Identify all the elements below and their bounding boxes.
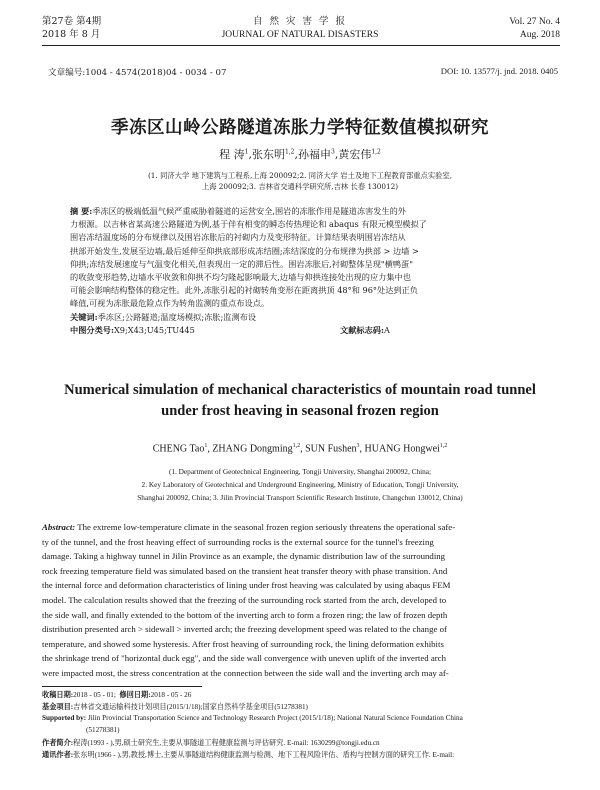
abstract-en-line: temperature, and showed some hysteresis. After frost heaving of surrounding rock, the lining deformation exhibits [42,638,444,649]
keywords-cn: 关键词:季冻区;公路隧道;温度场模拟;冻胀;监测布设 [70,311,257,322]
abstract-cn-line: 峰值,可视为冻胀最危险点作为转角监测的重点布设点。 [70,298,270,309]
header-volume-en: Vol. 27 No. 4 [509,17,560,27]
header-journal-cn: 自 然 灾 害 学 报 [252,16,348,27]
author-cn-3: ,孙福申 [294,148,331,161]
affiliation-cn-line2: 上海 200092;3. 吉林省交通科学研究所,吉林 长春 130012) [201,182,399,191]
author-cn-4: ,黄宏伟 [334,148,372,161]
title-en-line2: under frost heaving in seasonal frozen region [161,403,439,419]
affiliation-en-line3: Shanghai 200092, China; 3. Jilin Provincial Transport Scientific Research Institute, Changchun 130012, China) [137,493,463,502]
abstract-cn-label: 摘 要: [70,206,93,216]
abstract-en-line: the shrinkage trend of "horizontal duck egg", and the side wall convergence with uneven uplift of the inverted arch [42,653,446,664]
title-en-line1: Numerical simulation of mechanical characteristics of mountain road tunnel [64,382,536,398]
header-date-en: Aug. 2018 [519,30,560,40]
abstract-cn-line: 摘 要:季冻区的极端低温气候严重威胁着隧道的运营安全,围岩的冻胀作用是隧道冻害发生的外 [70,206,406,216]
footnote-rule [42,686,202,687]
author-cn-2: ,张东明 [248,148,285,161]
author-intro-label: 作者简介: [42,739,74,748]
affiliation-en-line2: 2. Key Laboratory of Geotechnical and Underground Engineering, Ministry of Education, Tongji University, [141,480,459,489]
authors-en [0,443,600,454]
doc-code: 文献标志码:A [340,324,390,335]
clc-value: X9;X43;U45;TU445 [113,324,195,335]
abstract-cn [70,205,532,337]
corresponding-label: 通讯作者: [42,750,74,759]
footnote-supported: Supported by: Jilin Provincial Transportation Science and Technology Research Project (2015/1/18); National Natural Science Foundation China [42,714,463,723]
abstract-en-line: distribution presented arch > sidewall > inverted arch; the freezing development speed was related to the change of [42,624,447,635]
header-rule [42,45,560,46]
author-cn-1: 程 涛 [219,148,245,161]
fund-label: 基金项目: [42,702,74,711]
abstract-en-line: were impacted most, the stress concentration at the connection between the side wall and the inverting arch may af- [42,667,449,678]
abstract-cn-line: 的收敛变形趋势,边墙水平收敛和仰拱不均匀隆起影响最大,边墙与仰拱连接处出现的应力集中也 [70,272,411,283]
header-volume-cn: 第27卷 第4期 [42,16,102,27]
title-en [0,380,600,422]
abstract-en [42,520,560,681]
abstract-en-line: damage. Taking a highway tunnel in Jilin Province as an example, the dynamic distribution law of the surrounding [42,551,446,562]
author-en-3: , SUN Fushen [300,443,357,455]
abstract-cn-line: 围岩冻结温度场的分布规律以及围岩冻胀后的衬砌内力及变形特征。计算结果表明围岩冻结从 [70,232,406,243]
author-en-2: , ZHANG Dongming [207,443,293,455]
author-en-4-sup: 1,2 [439,443,448,449]
footnote-fund: 基金项目:吉林省交通运输科技计划项目(2015/1/18);国家自然科学基金项目(51278381) [42,702,308,711]
abstract-en-line: the internal force and deformation characteristics of lining under frost heaving was calculated by using abaqus FEM [42,580,451,591]
classification-cn [70,324,532,337]
affiliation-cn-line1: (1. 同济大学 地下建筑与工程系,上海 200092;2. 同济大学 岩土及地下工程教育部重点实验室, [147,171,453,180]
abstract-en-label: Abstract: [42,522,76,532]
abstract-cn-line: 可能会影响结构整体的稳定性。此外,冻胀引起的衬砌转角变形在距离拱顶 48°和 96°处达到正负 [70,285,418,296]
header-journal-en: JOURNAL OF NATURAL DISASTERS [221,30,379,40]
abstract-cn-line: 拱部开始发生,发展至边墙,最后延伸至仰拱底部形成冻结圈;冻结深度的分布规律为拱部 > 边墙 > [70,245,419,256]
author-en-1: CHENG Tao [152,443,205,455]
supported-label: Supported by: [42,714,87,723]
abstract-en-line: Abstract: The extreme low-temperature climate in the seasonal frozen region seriously threatens the operational safe- [42,522,456,532]
doi: DOI: 10. 13577/j. jnd. 2018. 0405 [440,66,558,76]
footnotes [42,690,560,762]
author-cn-2-sup: 1,2 [284,148,295,156]
footnote-supported-cont: (51278381) [86,725,120,734]
author-en-1-sup: 1 [204,443,208,449]
author-cn-4-sup: 1,2 [371,148,381,156]
title-cn: 季冻区山岭公路隧道冻胀力学特征数值模拟研究 [111,118,489,138]
footnote-received: 收稿日期:2018 - 05 - 01; 修回日期:2018 - 05 - 26 [42,691,192,699]
abstract-cn-line: 力根源。以吉林省某高速公路隧道为例,基于伴有相变的瞬态传热理论和 abaqus 有限元模型模拟了 [70,219,427,230]
clc-label: 中图分类号: [70,324,114,335]
footnote-author: 作者简介:程涛(1993 - ),男,硕士研究生,主要从事隧道工程健康监测与评估研究. E-mail: 1630299@tongji.edu.cn [42,739,380,748]
abstract-en-line: ty of the tunnel, and the frost heaving effect of surrounding rocks is the external source for the tunnel's freezing [42,536,434,547]
abstract-en-line: rock freezing temperature field was simulated based on the transient heat transfer theory with phase transition. And [42,565,448,576]
received-label: 收稿日期: [42,691,74,699]
header-date-cn: 2018 年 8 月 [42,29,101,40]
authors-cn [0,146,600,162]
affiliation-en-line1: (1. Department of Geotechnical Engineering, Tongji University, Shanghai 200092, China; [168,467,432,476]
abstract-cn-line: 仰拱;冻结发展速度与气温变化相关,但表现出一定的滞后性。围岩冻胀后,衬砌整体呈现"横鸭蛋" [70,258,413,269]
author-en-4: , HUANG Hongwei [359,443,440,455]
doc-code-label: 文献标志码: [340,324,384,335]
author-en-2-sup: 1,2 [292,443,301,449]
footnote-corresponding: 通讯作者:张东明(1966 - ),男,教授,博士,主要从事隧道结构健康监测与检测、地下工程风险评估、盾构与控制方面的研究工作. E-mail: [42,750,455,759]
article-number: 文章编号:1004 - 4574(2018)04 - 0034 - 07 [48,68,227,78]
revised-label: 修回日期: [119,691,151,699]
abstract-en-line: the side wall, and finally extended to the bottom of the inverting arch to form a frozen ring; the law of frozen depth [42,609,448,620]
abstract-en-line: model. The calculation results showed that the freezing of the surrounding rock started from the arch, developed to [42,594,447,605]
author-cn-3-sup: 3 [331,148,335,156]
author-en-3-sup: 3 [356,443,360,449]
author-cn-1-sup: 1 [244,148,249,156]
keywords-cn-label: 关键词: [70,311,98,322]
